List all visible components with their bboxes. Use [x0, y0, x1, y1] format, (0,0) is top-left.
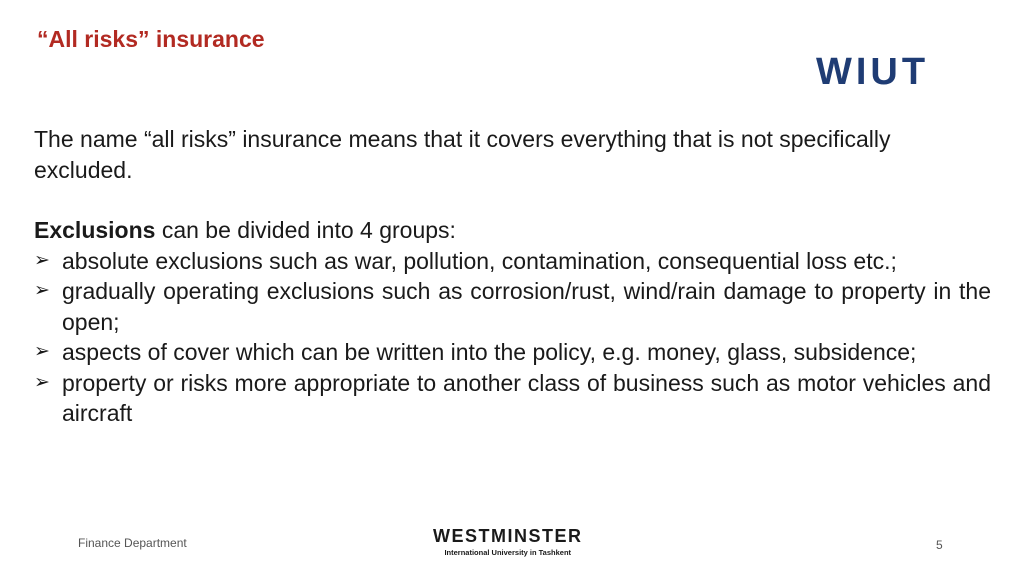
arrow-bullet-icon: ➢	[34, 341, 50, 362]
arrow-bullet-icon: ➢	[34, 371, 50, 393]
westminster-logo	[433, 526, 583, 557]
exclusions-list	[34, 246, 991, 429]
list-item	[34, 276, 991, 337]
exclusions-bold: Exclusions	[34, 217, 156, 243]
exclusions-rest: can be divided into 4 groups:	[155, 217, 456, 243]
list-item-text: aspects of cover which can be written into the policy, e.g. money, glass, subsidence;	[62, 339, 917, 365]
arrow-bullet-icon: ➢	[34, 249, 50, 271]
footer-department: Finance Department	[78, 536, 187, 550]
list-item-text: absolute exclusions such as war, pollution, contamination, consequential loss etc.;	[62, 247, 897, 274]
westminster-logo-main: WESTMINSTER	[433, 526, 583, 546]
page-number: 5	[936, 538, 943, 552]
exclusions-heading	[34, 215, 991, 246]
intro-paragraph: The name “all risks” insurance means that it covers everything that is not specifically excluded.	[34, 126, 891, 183]
arrow-bullet-icon: ➢	[34, 280, 50, 301]
list-item	[34, 368, 991, 429]
list-item	[34, 246, 991, 277]
slide-content	[34, 124, 991, 429]
wiut-logo: WIUT	[816, 51, 930, 93]
slide-title: “All risks” insurance	[37, 26, 265, 52]
list-item-text: property or risks more appropriate to another class of business such as motor vehicles and aircraft	[62, 369, 991, 426]
westminster-logo-sub: International University in Tashkent	[444, 548, 572, 557]
list-item	[34, 337, 991, 368]
list-item-text: gradually operating exclusions such as corrosion/rust, wind/rain damage to property in the open;	[62, 278, 991, 335]
